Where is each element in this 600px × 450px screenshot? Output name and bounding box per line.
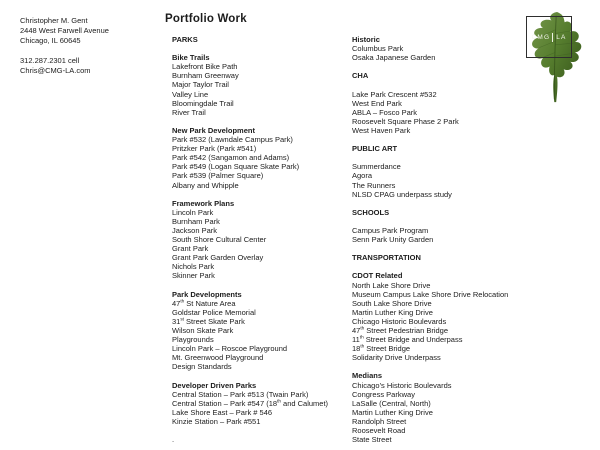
list-line-item: Pritzker Park (Park #541): [172, 144, 257, 154]
list-line-header: SCHOOLS: [352, 207, 390, 217]
list-line-item: Lake Shore East – Park # 546: [172, 407, 273, 417]
list-line-item: Agora: [352, 171, 373, 181]
list-line-item: Roosevelt Square Phase 2 Park: [352, 116, 459, 126]
list-line-item: Congress Parkway: [352, 389, 415, 399]
page-title: Portfolio Work: [165, 13, 247, 25]
contact-email: Chris@CMG-LA.com: [20, 66, 91, 75]
list-line-subheader: Developer Driven Parks: [172, 380, 257, 390]
list-line-item: ABLA – Fosco Park: [352, 107, 418, 117]
blank-line: [172, 281, 328, 290]
list-line-item: Osaka Japanese Garden: [352, 53, 436, 63]
list-line-item: Kinzie Station – Park #551: [172, 416, 261, 426]
blank-line: [172, 44, 328, 53]
contact-address-line2: Chicago, IL 60645: [20, 36, 81, 45]
list-line-subheader: Medians: [352, 371, 383, 381]
list-line-item: Park #539 (Palmer Square): [172, 171, 264, 181]
blank-line: [352, 244, 508, 253]
list-line-item: Wilson Skate Park: [172, 326, 234, 335]
list-line-item: Chicago’s Historic Boulevards: [352, 380, 452, 390]
list-line-item: Park #549 (Logan Square Skate Park): [172, 162, 300, 172]
blank-line: [352, 135, 508, 144]
list-line-item: Campus Park Program: [352, 225, 429, 235]
list-line-item: 11th Street Bridge and Underpass: [352, 334, 463, 345]
blank-line: [172, 371, 328, 380]
list-line-item: 47th St Nature Area: [172, 298, 236, 308]
list-line-item: Major Taylor Trail: [172, 80, 229, 90]
blank-line: [352, 217, 508, 226]
contact-name: Christopher M. Gent: [20, 16, 88, 25]
list-line-item: Park #532 (Lawndale Campus Park): [172, 135, 293, 145]
list-line-item: Senn Park Unity Garden: [352, 235, 434, 245]
list-line-item: Museum Campus Lake Shore Drive Relocation: [352, 289, 509, 299]
list-line-item: Randolph Street: [352, 416, 407, 426]
list-line-item: Design Standards: [172, 362, 232, 372]
right-column: [352, 35, 508, 444]
list-line-item: 18th Street Bridge: [352, 343, 411, 354]
list-line-item: Nichols Park: [172, 262, 215, 272]
logo-box: [526, 16, 572, 58]
list-line-item: Burnham Greenway: [172, 71, 239, 81]
list-line-subheader: Park Developments: [172, 289, 242, 299]
list-line-item: State Street: [352, 435, 392, 445]
blank-line: [172, 190, 328, 199]
list-line-item: West End Park: [352, 98, 402, 108]
list-line-item: Grant Park: [172, 244, 209, 254]
blank-line: [352, 153, 508, 162]
list-line-item: Albany and Whipple: [172, 180, 239, 190]
list-line-item: Mt. Greenwood Playground: [172, 353, 264, 363]
list-line-item: .: [172, 435, 175, 445]
list-line-item: Summerdance: [352, 162, 401, 172]
blank-line: [172, 426, 328, 435]
contact-spacer: [20, 46, 109, 56]
contact-address-line1: 2448 West Farwell Avenue: [20, 26, 109, 35]
list-line-header: TRANSPORTATION: [352, 253, 421, 263]
list-line-subheader: New Park Development: [172, 125, 255, 135]
contact-phone: 312.287.2301 cell: [20, 56, 80, 65]
list-line-item: Central Station – Park #513 (Twain Park): [172, 389, 309, 399]
list-line-item: Bloomingdale Trail: [172, 98, 234, 108]
logo-text-la: LA: [556, 33, 567, 41]
logo-divider-bar: [552, 33, 553, 42]
list-line-item: River Trail: [172, 107, 206, 117]
contact-block: [20, 16, 109, 76]
blank-line: [352, 262, 508, 271]
list-line-item: Lincoln Park: [172, 207, 214, 217]
cmg-la-logo: [513, 8, 600, 110]
blank-line: [172, 117, 328, 126]
list-line-item: Grant Park Garden Overlay: [172, 253, 264, 263]
list-line-item: Jackson Park: [172, 225, 218, 235]
blank-line: [352, 62, 508, 71]
list-line-item: Park #542 (Sangamon and Adams): [172, 153, 290, 163]
left-column: [172, 35, 328, 444]
list-line-header: CHA: [352, 71, 369, 81]
list-line-item: Martin Luther King Drive: [352, 407, 433, 417]
list-line-item: Roosevelt Road: [352, 426, 406, 436]
logo-text-cmg: CMG: [531, 33, 551, 41]
list-line-header: PARKS: [172, 35, 198, 44]
list-line-item: Martin Luther King Drive: [352, 307, 433, 317]
list-line-item: Goldstar Police Memorial: [172, 307, 256, 317]
list-line-item: Central Station – Park #547 (18th and Calumet): [172, 398, 329, 408]
list-line-item: Lake Park Crescent #532: [352, 89, 437, 99]
list-line-item: Solidarity Drive Underpass: [352, 353, 441, 363]
list-line-item: West Haven Park: [352, 125, 411, 135]
blank-line: [352, 199, 508, 208]
list-line-item: Chicago Historic Boulevards: [352, 316, 447, 326]
list-line-item: South Lake Shore Drive: [352, 298, 432, 308]
list-line-item: Playgrounds: [172, 335, 214, 345]
list-line-item: Burnham Park: [172, 216, 220, 226]
list-line-item: South Shore Cultural Center: [172, 235, 267, 245]
list-line-item: Lakefront Bike Path: [172, 62, 238, 72]
list-line-item: Skinner Park: [172, 271, 215, 281]
list-line-header: PUBLIC ART: [352, 144, 398, 154]
list-line-item: Lincoln Park – Roscoe Playground: [172, 344, 288, 354]
blank-line: [352, 362, 508, 371]
list-line-subheader: CDOT Related: [352, 271, 403, 281]
list-line-item: LaSalle (Central, North): [352, 398, 431, 408]
list-line-item: Valley Line: [172, 89, 209, 99]
blank-line: [352, 80, 508, 89]
list-line-item: Columbus Park: [352, 44, 404, 54]
list-line-item: The Runners: [352, 180, 396, 190]
list-line-subheader: Historic: [352, 35, 380, 44]
list-line-item: NLSD CPAG underpass study: [352, 189, 452, 199]
list-line-subheader: Bike Trails: [172, 53, 210, 63]
list-line-item: North Lake Shore Drive: [352, 280, 431, 290]
list-line-subheader: Framework Plans: [172, 198, 235, 208]
list-line-item: 31st Street Skate Park: [172, 316, 245, 326]
list-line-item: 47th Street Pedestrian Bridge: [352, 325, 449, 335]
